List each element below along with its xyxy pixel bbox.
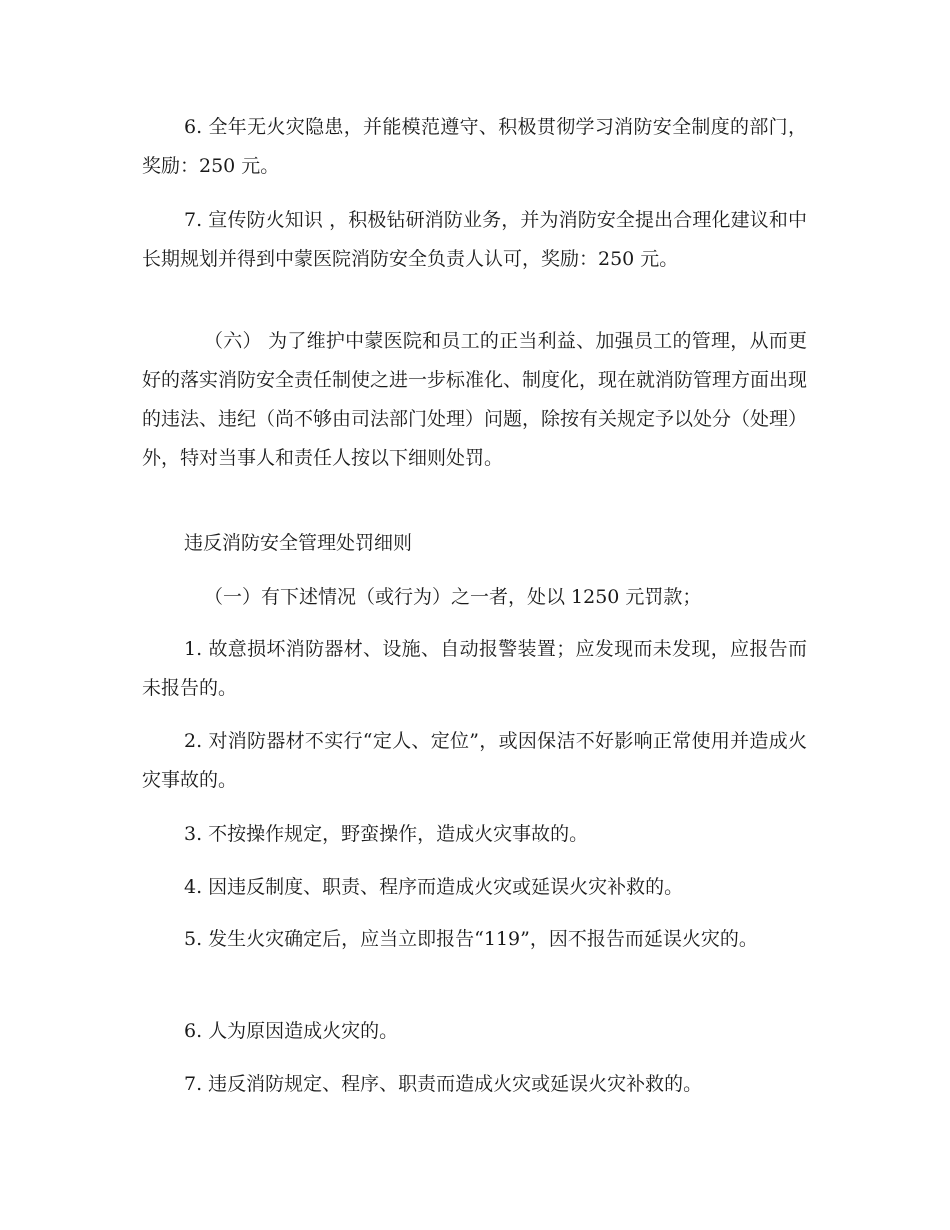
paragraph-penalty-2: 2. 对消防器材不实行“定人、定位”，或因保洁不好影响正常使用并造成火灾事故的。 (142, 730, 807, 791)
paragraph-penalty-6: 6. 人为原因造成火灾的。 (184, 1020, 399, 1042)
paragraph-reward-6: 6. 全年无火灾隐患，并能模范遵守、积极贯彻学习消防安全制度的部门，奖励：250 元。 (142, 116, 807, 177)
paragraph-penalty-4: 4. 因违反制度、职责、程序而造成火灾或延误火灾补救的。 (184, 876, 684, 898)
paragraph-reward-7: 7. 宣传防火知识 ，积极钻研消防业务，并为消防安全提出合理化建议和中长期规划并得到中蒙医院消防安全负责人认可，奖励：250 元。 (142, 209, 807, 270)
paragraph-section-six: （六） 为了维护中蒙医院和员工的正当利益、加强员工的管理，从而更好的落实消防安全责任制使之进一步标准化、制度化，现在就消防管理方面出现的违法、违纪（尚不够由司法部门处理）问题，除按有关规定予以处分（处理）外，特对当事人和责任人按以下细则处罚。 (142, 330, 808, 469)
section-heading-penalty-rules: 违反消防安全管理处罚细则 (184, 532, 413, 554)
paragraph-penalty-group-one: （一）有下述情况（或行为）之一者，处以 1250 元罚款； (204, 586, 702, 608)
paragraph-penalty-1: 1. 故意损坏消防器材、设施、自动报警装置；应发现而未发现，应报告而未报告的。 (142, 638, 807, 699)
paragraph-penalty-3: 3. 不按操作规定，野蛮操作，造成火灾事故的。 (184, 823, 589, 845)
paragraph-penalty-7: 7. 违反消防规定、程序、职责而造成火灾或延误火灾补救的。 (184, 1073, 703, 1095)
paragraph-penalty-5: 5. 发生火灾确定后，应当立即报告“119”，因不报告而延误火灾的。 (184, 928, 758, 950)
